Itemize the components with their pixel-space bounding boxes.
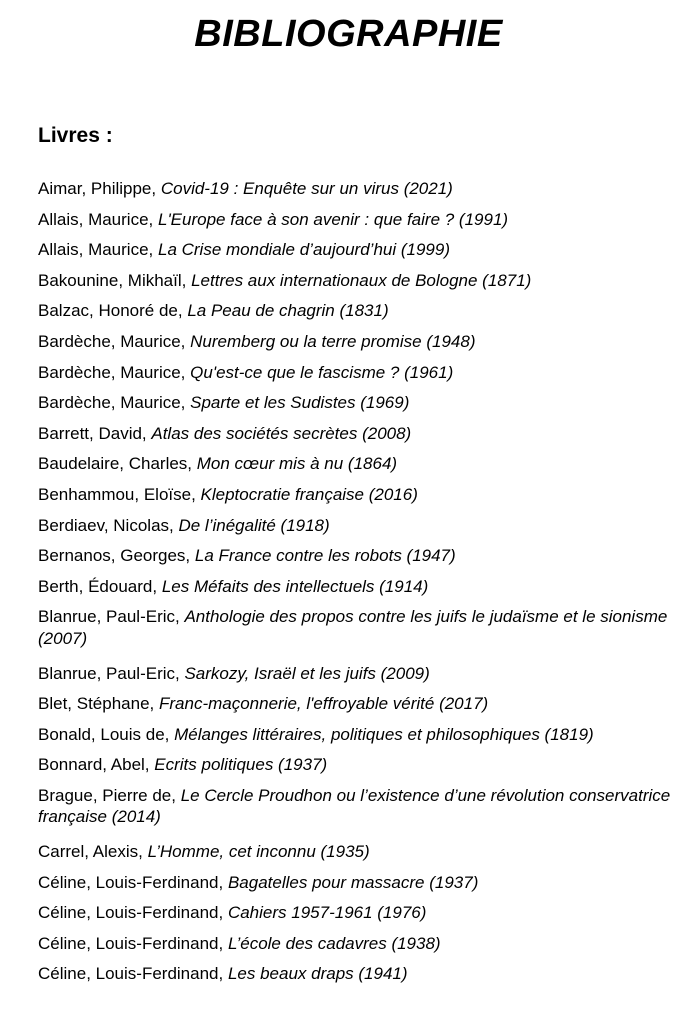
entry-work: Covid-19 : Enquête sur un virus (2021) [160,179,453,198]
entry-author: Allais, Maurice, [38,209,158,229]
entry-work: Franc-maçonnerie, l'effroyable vérité (2017) [158,694,489,714]
list-item [38,837,688,868]
entry-work: La France contre les robots (1947) [194,546,456,566]
entry-author: Bernanos, Georges, [38,546,195,566]
entry-work: Kleptocratie française (2016) [200,484,418,504]
entry-author: Bakounine, Mikhaïl, [38,270,192,290]
entry-author: Berth, Édouard, [38,576,162,596]
entry-author: Brague, Pierre de, [38,785,181,805]
list-item [38,602,688,649]
entry-author: Blanrue, Paul-Eric, [38,607,185,627]
entry-work: Mon cœur mis à nu (1864) [196,454,398,474]
list-item [38,868,688,899]
list-item [38,720,688,751]
entry-author: Blanrue, Paul-Eric, [38,663,185,683]
entry-work: Les Méfaits des intellectuels (1914) [161,576,429,596]
list-item [38,750,688,781]
entry-author: Aimar, Philippe, [38,179,161,198]
entry-work: Le Cercle Proudhon ou l’existence d’une révolution conservatrice française (2014) [38,785,671,827]
list-item [38,174,688,205]
list-item [38,659,688,690]
list-item [38,781,688,828]
list-item [38,572,688,603]
list-item [38,541,688,572]
entry-work: Bagatelles pour massacre (1937) [227,872,479,892]
entry-work: Cahiers 1957-1961 (1976) [227,903,427,923]
entry-author: Céline, Louis-Ferdinand, [38,872,228,892]
list-item [38,959,688,990]
list-item [38,929,688,960]
entry-author: Bonnard, Abel, [38,755,155,775]
entry-work: Lettres aux internationaux de Bologne (1871) [191,270,532,290]
entry-author: Bardèche, Maurice, [38,393,191,413]
entry-work: Ecrits politiques (1937) [154,755,328,775]
entry-work: Qu'est-ce que le fascisme ? (1961) [190,362,454,382]
list-item [38,480,688,511]
entry-work: Nuremberg ou la terre promise (1948) [190,331,476,351]
list-item [38,205,688,236]
entry-author: Bardèche, Maurice, [38,362,191,382]
entry-work: Anthologie des propos contre les juifs le judaïsme et le sionisme (2007) [38,607,668,648]
entry-work: Les beaux draps (1941) [227,964,408,984]
list-item [38,449,688,480]
list-item [38,266,688,297]
entry-work: Sarkozy, Israël et les juifs (2009) [184,663,430,683]
entry-author: Bonald, Louis de, [38,724,175,744]
entry-author: Carrel, Alexis, [38,842,148,862]
list-item [38,388,688,419]
entry-author: Céline, Louis-Ferdinand, [38,933,228,953]
entry-work: La Crise mondiale d’aujourd’hui (1999) [157,240,450,260]
page-title: BIBLIOGRAPHIE [194,13,503,55]
entry-work: De l’inégalité (1918) [178,515,330,535]
list-item [38,358,688,389]
entry-author: Barrett, David, [38,423,152,443]
list-item [38,689,688,720]
entry-author: Céline, Louis-Ferdinand, [38,903,228,923]
entry-author: Blet, Stéphane, [38,694,159,714]
entry-work: Atlas des sociétés secrètes (2008) [151,423,412,443]
list-item [38,235,688,266]
entry-work: L’école des cadavres (1938) [227,933,441,953]
list-item [38,327,688,358]
entry-author: Balzac, Honoré de, [38,301,188,321]
entry-work: Mélanges littéraires, politiques et philosophiques (1819) [174,724,594,744]
entry-author: Berdiaev, Nicolas, [38,515,179,535]
entry-author: Baudelaire, Charles, [38,454,197,474]
section-heading: Livres : [38,124,113,147]
entry-author: Allais, Maurice, [38,240,158,260]
entry-work: Sparte et les Sudistes (1969) [190,393,410,413]
entry-work: L’Homme, cet inconnu (1935) [147,842,370,862]
list-item [38,511,688,542]
entry-work: L'Europe face à son avenir : que faire ? (1991) [157,209,509,229]
list-item [38,898,688,929]
list-item [38,296,688,327]
bibliography-list [38,174,688,990]
list-item [38,419,688,450]
entry-author: Céline, Louis-Ferdinand, [38,964,228,984]
entry-author: Benhammou, Eloïse, [38,484,201,504]
entry-work: La Peau de chagrin (1831) [187,301,389,321]
entry-author: Bardèche, Maurice, [38,331,191,351]
